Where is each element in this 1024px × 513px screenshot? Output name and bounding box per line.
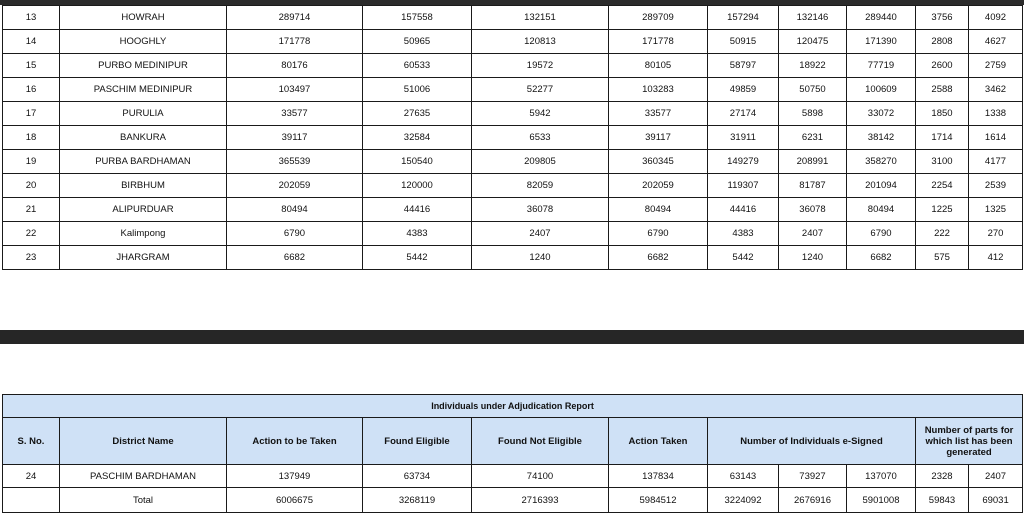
value-cell: 1338 [969, 102, 1023, 126]
value-cell: 103497 [227, 78, 363, 102]
header-esigned: Number of Individuals e-Signed [708, 418, 916, 465]
value-cell: 119307 [708, 174, 779, 198]
header-sno: S. No. [3, 418, 60, 465]
sno-cell: 18 [3, 126, 60, 150]
value-cell: 50965 [363, 30, 472, 54]
value-cell: 82059 [472, 174, 609, 198]
value-cell: 2808 [916, 30, 969, 54]
total-label: Total [60, 488, 227, 513]
value-cell: 3462 [969, 78, 1023, 102]
value-cell: 38142 [847, 126, 916, 150]
value-cell: 2328 [916, 465, 969, 488]
value-cell: 39117 [227, 126, 363, 150]
value-cell: 575 [916, 246, 969, 270]
total-value-cell: 2716393 [472, 488, 609, 513]
value-cell: 80494 [847, 198, 916, 222]
table-row [3, 54, 1023, 78]
table-row [3, 174, 1023, 198]
value-cell: 3756 [916, 6, 969, 30]
value-cell: 209805 [472, 150, 609, 174]
value-cell: 4177 [969, 150, 1023, 174]
value-cell: 208991 [779, 150, 847, 174]
sno-cell [3, 488, 60, 513]
value-cell: 73927 [779, 465, 847, 488]
value-cell: 18922 [779, 54, 847, 78]
value-cell: 80494 [227, 198, 363, 222]
total-row [3, 488, 1023, 513]
value-cell: 60533 [363, 54, 472, 78]
table-row [3, 198, 1023, 222]
district-cell: PURBO MEDINIPUR [60, 54, 227, 78]
district-cell: PASCHIM MEDINIPUR [60, 78, 227, 102]
header-action-to-be-taken: Action to be Taken [227, 418, 363, 465]
value-cell: 1614 [969, 126, 1023, 150]
table-row [3, 150, 1023, 174]
district-data-table [2, 5, 1023, 270]
sno-cell: 17 [3, 102, 60, 126]
value-cell: 150540 [363, 150, 472, 174]
district-cell: HOOGHLY [60, 30, 227, 54]
value-cell: 149279 [708, 150, 779, 174]
report-title: Individuals under Adjudication Report [3, 395, 1023, 418]
table-row [3, 126, 1023, 150]
value-cell: 81787 [779, 174, 847, 198]
value-cell: 289709 [609, 6, 708, 30]
value-cell: 33577 [609, 102, 708, 126]
value-cell: 2407 [472, 222, 609, 246]
value-cell: 63734 [363, 465, 472, 488]
value-cell: 2600 [916, 54, 969, 78]
value-cell: 1225 [916, 198, 969, 222]
value-cell: 80176 [227, 54, 363, 78]
value-cell: 103283 [609, 78, 708, 102]
value-cell: 36078 [779, 198, 847, 222]
value-cell: 6682 [227, 246, 363, 270]
header-action-taken: Action Taken [609, 418, 708, 465]
value-cell: 5442 [708, 246, 779, 270]
district-cell: Kalimpong [60, 222, 227, 246]
value-cell: 132151 [472, 6, 609, 30]
district-cell: PASCHIM BARDHAMAN [60, 465, 227, 488]
table-row [3, 30, 1023, 54]
value-cell: 2539 [969, 174, 1023, 198]
adjudication-report-table [2, 394, 1023, 513]
value-cell: 5898 [779, 102, 847, 126]
value-cell: 1240 [779, 246, 847, 270]
district-cell: JHARGRAM [60, 246, 227, 270]
header-found-eligible: Found Eligible [363, 418, 472, 465]
sno-cell: 19 [3, 150, 60, 174]
value-cell: 44416 [363, 198, 472, 222]
value-cell: 360345 [609, 150, 708, 174]
value-cell: 202059 [609, 174, 708, 198]
value-cell: 120475 [779, 30, 847, 54]
sno-cell: 24 [3, 465, 60, 488]
value-cell: 19572 [472, 54, 609, 78]
value-cell: 31911 [708, 126, 779, 150]
value-cell: 171778 [227, 30, 363, 54]
value-cell: 412 [969, 246, 1023, 270]
value-cell: 1714 [916, 126, 969, 150]
value-cell: 44416 [708, 198, 779, 222]
value-cell: 137834 [609, 465, 708, 488]
value-cell: 100609 [847, 78, 916, 102]
value-cell: 270 [969, 222, 1023, 246]
value-cell: 52277 [472, 78, 609, 102]
total-value-cell: 5901008 [847, 488, 916, 513]
total-value-cell: 3224092 [708, 488, 779, 513]
value-cell: 74100 [472, 465, 609, 488]
value-cell: 50915 [708, 30, 779, 54]
table-row [3, 78, 1023, 102]
value-cell: 49859 [708, 78, 779, 102]
table-row [3, 6, 1023, 30]
value-cell: 289440 [847, 6, 916, 30]
value-cell: 6682 [847, 246, 916, 270]
value-cell: 6682 [609, 246, 708, 270]
value-cell: 32584 [363, 126, 472, 150]
district-cell: BIRBHUM [60, 174, 227, 198]
district-cell: ALIPURDUAR [60, 198, 227, 222]
value-cell: 3100 [916, 150, 969, 174]
value-cell: 222 [916, 222, 969, 246]
value-cell: 1325 [969, 198, 1023, 222]
value-cell: 6790 [227, 222, 363, 246]
value-cell: 4627 [969, 30, 1023, 54]
sno-cell: 15 [3, 54, 60, 78]
value-cell: 27635 [363, 102, 472, 126]
table-row [3, 465, 1023, 488]
district-cell: HOWRAH [60, 6, 227, 30]
sno-cell: 21 [3, 198, 60, 222]
total-value-cell: 69031 [969, 488, 1023, 513]
section-divider [0, 330, 1024, 344]
value-cell: 137070 [847, 465, 916, 488]
value-cell: 1850 [916, 102, 969, 126]
value-cell: 358270 [847, 150, 916, 174]
value-cell: 202059 [227, 174, 363, 198]
value-cell: 6790 [847, 222, 916, 246]
value-cell: 5942 [472, 102, 609, 126]
value-cell: 4383 [708, 222, 779, 246]
value-cell: 80494 [609, 198, 708, 222]
value-cell: 137949 [227, 465, 363, 488]
total-value-cell: 2676916 [779, 488, 847, 513]
value-cell: 120813 [472, 30, 609, 54]
district-cell: PURULIA [60, 102, 227, 126]
value-cell: 365539 [227, 150, 363, 174]
district-cell: PURBA BARDHAMAN [60, 150, 227, 174]
sno-cell: 14 [3, 30, 60, 54]
sno-cell: 13 [3, 6, 60, 30]
value-cell: 6790 [609, 222, 708, 246]
table-row [3, 102, 1023, 126]
value-cell: 36078 [472, 198, 609, 222]
sno-cell: 23 [3, 246, 60, 270]
table-row [3, 246, 1023, 270]
value-cell: 2407 [969, 465, 1023, 488]
value-cell: 77719 [847, 54, 916, 78]
header-found-not-eligible: Found Not Eligible [472, 418, 609, 465]
value-cell: 289714 [227, 6, 363, 30]
value-cell: 6231 [779, 126, 847, 150]
sno-cell: 16 [3, 78, 60, 102]
value-cell: 201094 [847, 174, 916, 198]
value-cell: 50750 [779, 78, 847, 102]
table-row [3, 222, 1023, 246]
value-cell: 5442 [363, 246, 472, 270]
value-cell: 33577 [227, 102, 363, 126]
value-cell: 80105 [609, 54, 708, 78]
value-cell: 2254 [916, 174, 969, 198]
value-cell: 120000 [363, 174, 472, 198]
value-cell: 2588 [916, 78, 969, 102]
value-cell: 157558 [363, 6, 472, 30]
value-cell: 171390 [847, 30, 916, 54]
value-cell: 63143 [708, 465, 779, 488]
value-cell: 4092 [969, 6, 1023, 30]
total-value-cell: 5984512 [609, 488, 708, 513]
value-cell: 6533 [472, 126, 609, 150]
value-cell: 157294 [708, 6, 779, 30]
sno-cell: 22 [3, 222, 60, 246]
total-value-cell: 3268119 [363, 488, 472, 513]
header-district: District Name [60, 418, 227, 465]
district-cell: BANKURA [60, 126, 227, 150]
value-cell: 132146 [779, 6, 847, 30]
value-cell: 2407 [779, 222, 847, 246]
total-value-cell: 59843 [916, 488, 969, 513]
value-cell: 171778 [609, 30, 708, 54]
value-cell: 58797 [708, 54, 779, 78]
total-value-cell: 6006675 [227, 488, 363, 513]
value-cell: 1240 [472, 246, 609, 270]
value-cell: 27174 [708, 102, 779, 126]
sno-cell: 20 [3, 174, 60, 198]
district-data-body [3, 6, 1023, 270]
value-cell: 51006 [363, 78, 472, 102]
value-cell: 39117 [609, 126, 708, 150]
value-cell: 33072 [847, 102, 916, 126]
value-cell: 4383 [363, 222, 472, 246]
value-cell: 2759 [969, 54, 1023, 78]
header-parts-generated: Number of parts for which list has been generated [916, 418, 1023, 465]
